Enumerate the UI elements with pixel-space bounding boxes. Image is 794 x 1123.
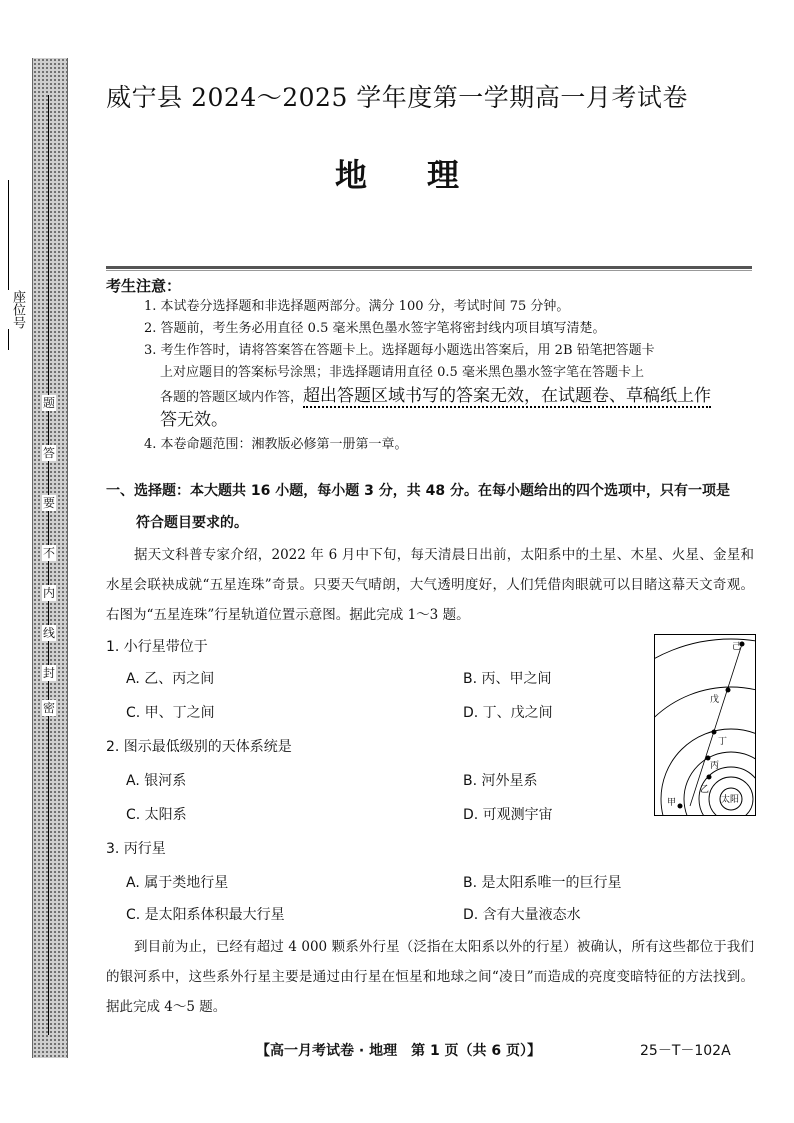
question-2-option-c: C. 太阳系 bbox=[126, 807, 187, 823]
question-2-option-b: B. 河外星系 bbox=[463, 773, 538, 789]
seal-line bbox=[48, 95, 49, 1035]
seal-word: 封 bbox=[42, 666, 55, 680]
seal-word: 线 bbox=[42, 626, 55, 640]
planet-label-ji: 己 bbox=[732, 642, 742, 652]
notice-item-1: 1. 本试卷分选择题和非选择题两部分。满分 100 分，考试时间 75 分钟。 bbox=[144, 299, 570, 314]
seal-word: 密 bbox=[42, 701, 55, 715]
notice-item-4: 4. 本卷命题范围：湘教版必修第一册第一章。 bbox=[144, 437, 408, 452]
notice-item-3-line-3 bbox=[160, 384, 754, 409]
subject-title: 地理 bbox=[334, 156, 519, 194]
planet-wu bbox=[726, 688, 731, 693]
header-divider-thin bbox=[106, 270, 752, 271]
notice-heading: 考生注意： bbox=[106, 277, 182, 295]
planet-yi bbox=[707, 775, 712, 780]
question-1-option-d: D. 丁、戊之间 bbox=[463, 705, 553, 721]
planet-jia bbox=[678, 804, 683, 809]
passage-1: 据天文科普专家介绍，2022 年 6 月中下旬，每天清晨日出前，太阳系中的土星、木星、火星、金星和水星会联袂成就“五星连珠”奇景。只要天气晴朗，大气透明度好，人们凭借肉眼就可以目睹这幕天文奇观。右图为“五星连珠”行星轨道位置示意图。据此完成 1～3 题。 bbox=[106, 547, 754, 623]
section-heading: 一、选择题：本大题共 16 小题，每小题 3 分，共 48 分。在每小题给出的四个选项中，只有一项是 bbox=[106, 483, 730, 499]
planet-label-ding: 丁 bbox=[718, 737, 728, 747]
question-3-stem: 3. 丙行星 bbox=[106, 841, 166, 857]
seal-word: 答 bbox=[42, 446, 55, 460]
notice-item-3-text: 各题的答题区域内作答， bbox=[160, 390, 304, 405]
notice-item-2: 2. 答题前，考生务必用直径 0.5 毫米黑色墨水签字笔将密封线内项目填写清楚。 bbox=[144, 321, 606, 336]
section-heading-line-2: 符合题目要求的。 bbox=[136, 515, 248, 531]
exam-title: 威宁县 2024～2025 学年度第一学期高一月考试卷 bbox=[106, 83, 688, 112]
notice-emphasis-end: 答无效。 bbox=[160, 410, 228, 430]
question-3-option-b: B. 是太阳系唯一的巨行星 bbox=[463, 875, 622, 891]
footer-page-info: 【高一月考试卷 · 地理 第 1 页（共 6 页）】 bbox=[256, 1043, 542, 1059]
planet-label-yi: 乙 bbox=[700, 785, 710, 795]
question-1-stem: 1. 小行星带位于 bbox=[106, 639, 208, 655]
header-divider bbox=[106, 266, 752, 269]
question-2-option-d: D. 可观测宇宙 bbox=[463, 807, 553, 823]
seal-word: 题 bbox=[42, 396, 55, 410]
question-2-stem: 2. 图示最低级别的天体系统是 bbox=[106, 739, 292, 755]
question-1-option-b: B. 丙、甲之间 bbox=[463, 671, 552, 687]
question-2-option-a: A. 银河系 bbox=[126, 773, 187, 789]
planet-bing bbox=[706, 756, 711, 761]
notice-item-3-line-1: 3. 考生作答时，请将答案答在答题卡上。选择题每小题选出答案后，用 2B 铅笔把答题卡 bbox=[144, 343, 655, 358]
planet-ding bbox=[712, 730, 717, 735]
passage-2: 到目前为止，已经有超过 4 000 颗系外行星（泛指在太阳系以外的行星）被确认，所有这些都位于我们的银河系中，这些系外行星主要是通过由行星在恒星和地球之间“凌日”而造成的亮度变暗特征的方法找到。据此完成 4～5 题。 bbox=[106, 939, 754, 1015]
planet-label-jia: 甲 bbox=[667, 798, 677, 808]
question-3-option-c: C. 是太阳系体积最大行星 bbox=[126, 907, 285, 923]
seal-word: 内 bbox=[42, 586, 55, 600]
question-1-option-c: C. 甲、丁之间 bbox=[126, 705, 215, 721]
notice-item-3-line-2: 上对应题目的答案标号涂黑；非选择题请用直径 0.5 毫米黑色墨水签字笔在答题卡上 bbox=[160, 365, 644, 380]
planet-orbit-diagram bbox=[654, 634, 756, 816]
question-1-option-a: A. 乙、丙之间 bbox=[126, 671, 215, 687]
question-3-option-a: A. 属于类地行星 bbox=[126, 875, 229, 891]
planet-label-wu: 戊 bbox=[710, 695, 720, 705]
seal-word: 不 bbox=[42, 546, 55, 560]
sun-label: 太阳 bbox=[721, 795, 740, 805]
seal-word: 要 bbox=[42, 496, 55, 510]
notice-emphasis: 超出答题区域书写的答案无效，在试题卷、草稿纸上作 bbox=[303, 386, 712, 406]
question-3-option-d: D. 含有大量液态水 bbox=[463, 907, 581, 923]
planet-label-bing: 丙 bbox=[710, 761, 720, 771]
footer-code: 25－T－102A bbox=[640, 1043, 731, 1059]
seat-number-label: 座位号 bbox=[10, 290, 25, 329]
